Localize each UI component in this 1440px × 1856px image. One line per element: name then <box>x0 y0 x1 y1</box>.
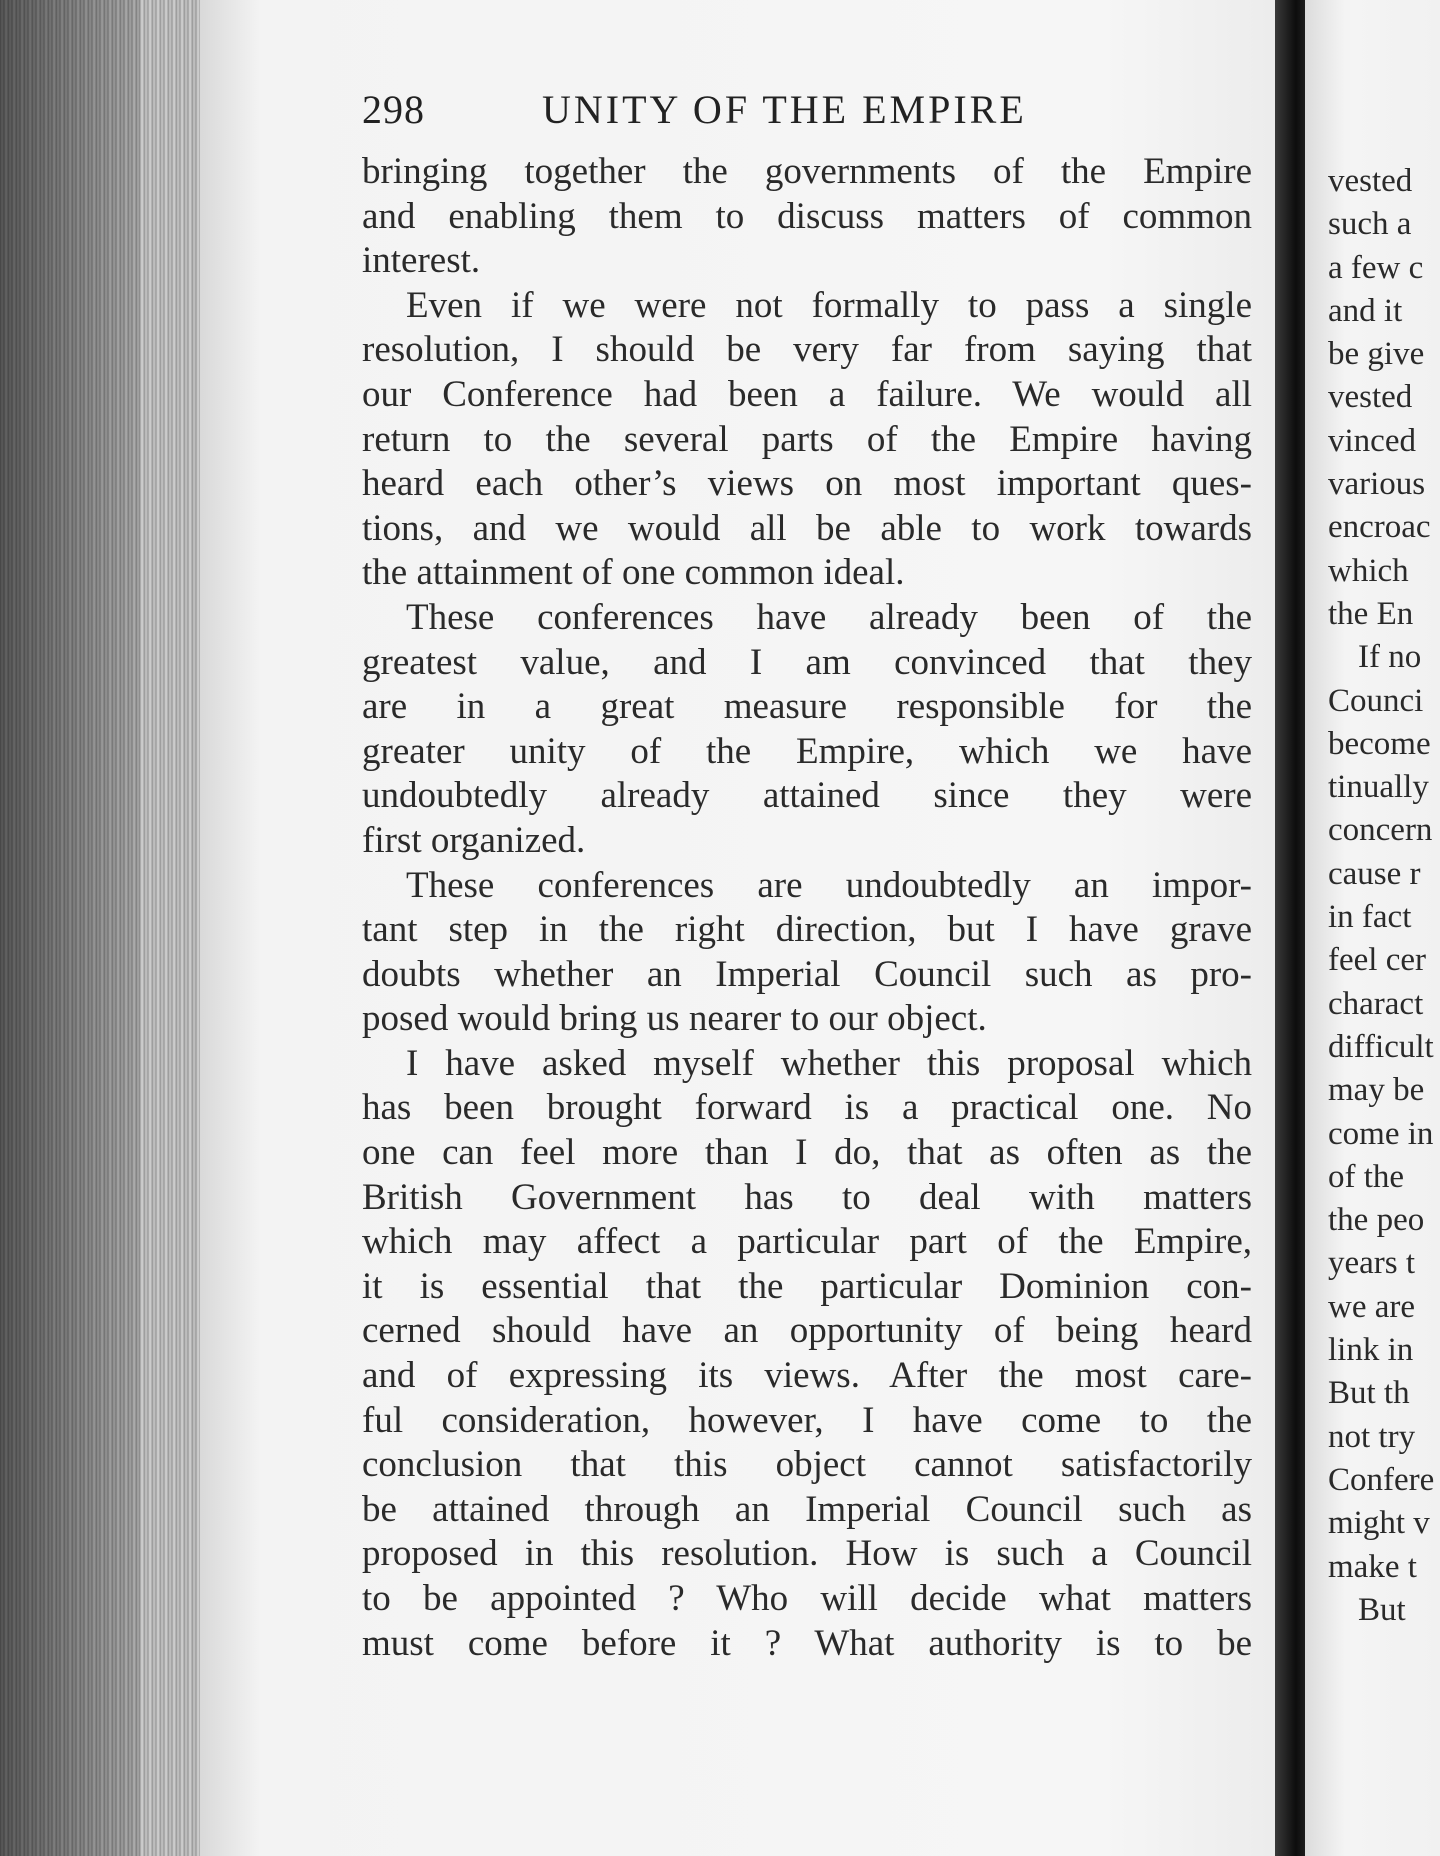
text-line: tinually <box>1328 769 1429 806</box>
text-line: But th <box>1328 1375 1410 1412</box>
text-line: posed would bring us nearer to our object. <box>362 998 987 1040</box>
text-line: ful consideration, however, I have come to the <box>362 1399 1252 1441</box>
text-line: one can feel more than I do, that as often as the <box>362 1132 1252 1174</box>
text-line: greater unity of the Empire, which we have <box>362 730 1252 772</box>
text-line: If no <box>1358 639 1422 676</box>
text-line: which <box>1328 552 1409 589</box>
right-page-text <box>1328 160 1440 1632</box>
text-line: feel cer <box>1328 942 1426 979</box>
text-line: the peo <box>1328 1202 1425 1239</box>
text-line: vested <box>1328 163 1413 199</box>
text-line: conclusion that this object cannot satisfactorily <box>362 1444 1252 1486</box>
text-line: undoubtedly already attained since they were <box>362 775 1252 817</box>
text-line: become <box>1328 725 1431 762</box>
text-line: the attainment of one common ideal. <box>362 552 905 594</box>
text-line: encroac <box>1328 509 1431 546</box>
text-line: Counci <box>1328 682 1424 719</box>
text-line: which may affect a particular part of the Empire, <box>362 1221 1252 1263</box>
text-line: These conferences are undoubtedly an impor- <box>406 864 1252 906</box>
text-line: tions, and we would all be able to work towards <box>362 507 1252 549</box>
text-line: bringing together the governments of the Empire <box>362 151 1252 192</box>
text-line: link in <box>1328 1332 1414 1369</box>
text-line: are in a great measure responsible for the <box>362 686 1252 728</box>
text-line: doubts whether an Imperial Council such as pro- <box>362 953 1252 995</box>
text-line: concern <box>1328 812 1433 849</box>
text-line: a few c <box>1328 249 1424 286</box>
text-line: first organized. <box>362 819 586 861</box>
page-header <box>362 86 1270 146</box>
text-line: years t <box>1328 1245 1416 1282</box>
text-line: resolution, I should be very far from saying that <box>362 329 1252 371</box>
text-line: return to the several parts of the Empire having <box>362 418 1252 460</box>
text-line: of the <box>1328 1158 1405 1195</box>
text-line: heard each other’s views on most important ques- <box>362 463 1252 505</box>
text-line: tant step in the right direction, but I have grave <box>362 909 1252 951</box>
text-line: we are <box>1328 1288 1416 1325</box>
text-line: vested <box>1328 379 1413 416</box>
text-line: proposed in this resolution. How is such a Council <box>362 1533 1252 1575</box>
text-line: the En <box>1328 595 1414 632</box>
text-line: British Government has to deal with matters <box>362 1176 1252 1218</box>
text-line: come in <box>1328 1115 1434 1152</box>
text-line: difficult <box>1328 1028 1434 1065</box>
text-line: it is essential that the particular Dominion con- <box>362 1265 1252 1307</box>
text-line: charact <box>1328 985 1424 1022</box>
text-line: not try <box>1328 1418 1416 1455</box>
left-page-text <box>362 150 1252 1666</box>
text-line: and of expressing its views. After the most care- <box>362 1355 1252 1397</box>
text-line: cause r <box>1328 855 1421 892</box>
text-line: may be <box>1328 1072 1425 1109</box>
text-line: interest. <box>362 240 481 282</box>
running-head: UNITY OF THE EMPIRE <box>542 87 1027 132</box>
text-line: our Conference had been a failure. We would all <box>362 373 1252 415</box>
text-line: and enabling them to discuss matters of common <box>362 195 1252 237</box>
text-line: I have asked myself whether this proposal which <box>406 1042 1252 1084</box>
text-line: be give <box>1328 336 1425 373</box>
text-line: to be appointed ? Who will decide what matters <box>362 1578 1252 1619</box>
text-line: various <box>1328 466 1426 503</box>
page-edges-shadow <box>0 0 140 1856</box>
text-line: vinced <box>1328 422 1416 459</box>
text-line: has been brought forward is a practical one. No <box>362 1087 1252 1129</box>
text-line: Even if we were not formally to pass a single <box>406 284 1252 326</box>
page-number: 298 <box>362 87 425 132</box>
text-line: be attained through an Imperial Council such as <box>362 1488 1252 1530</box>
text-line: such a <box>1328 206 1412 243</box>
text-line: cerned should have an opportunity of being heard <box>362 1310 1252 1352</box>
text-line: and it <box>1328 292 1403 329</box>
text-line: But <box>1358 1591 1406 1628</box>
text-line: might v <box>1328 1505 1430 1542</box>
text-line: make t <box>1328 1548 1417 1585</box>
text-line: greatest value, and I am convinced that they <box>362 641 1252 683</box>
text-line: These conferences have already been of the <box>406 596 1252 638</box>
text-line: in fact <box>1328 899 1412 936</box>
text-line: must come before it ? What authority is to be <box>362 1622 1252 1664</box>
text-line: Confere <box>1328 1461 1435 1498</box>
